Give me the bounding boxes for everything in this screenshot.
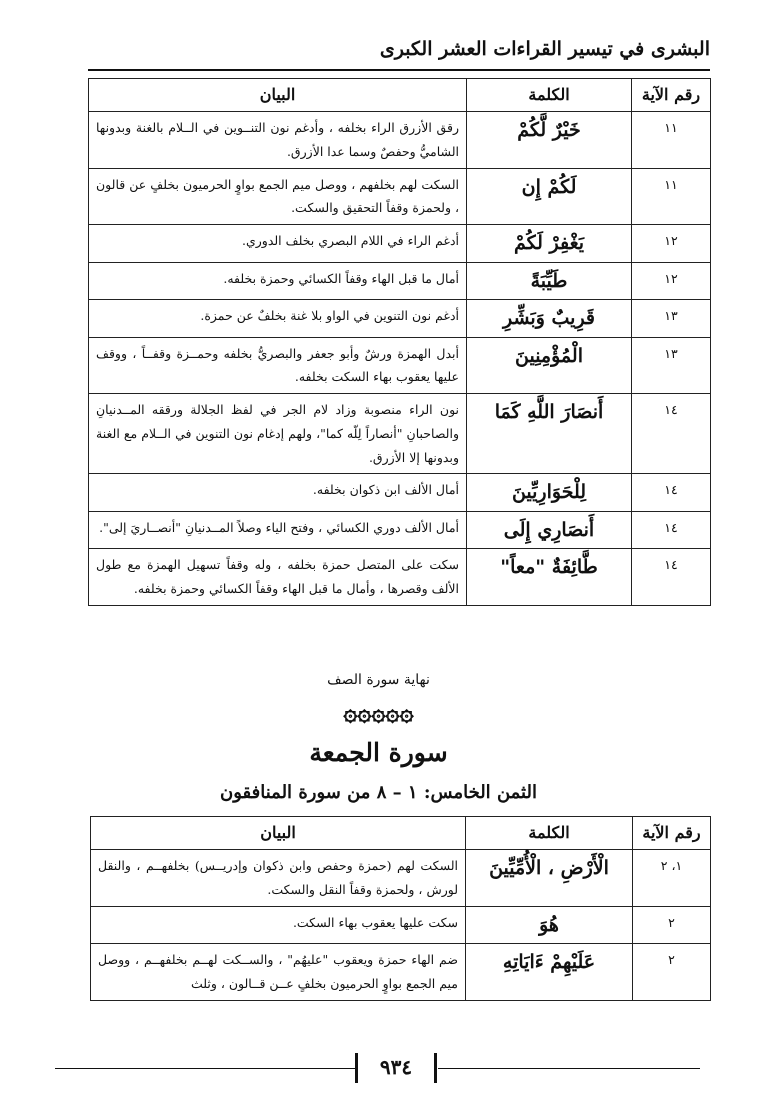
header-rule [88,69,710,71]
explanation: أدغم الراء في اللام البصري بخلف الدوري. [89,225,467,263]
explanation: نون الراء منصوبة وزاد لام الجر في لفظ الجلالة ورققه المــدنيانِ والصاحبانِ "أنصاراً لِلّه كما"، ولهم إدغام نون التنوين في الــلام مع الغنة وبدونها إلا الأزرق. [89,394,467,474]
surah-end-note: نهاية سورة الصف [327,672,430,688]
explanation: أمال الألف دوري الكسائي ، وفتح الياء وصلاً المــدنيانِ "أنصــاريَ إلى". [89,511,467,549]
page-number: ٩٣٤ [379,1055,413,1079]
table-row [89,511,711,549]
col-verse-number: رقم الآية [633,817,711,850]
footer-bar-right [434,1053,437,1083]
explanation: السكت لهم (حمزة وحفص وابن ذكوان وإدريــس) بخلفهــم ، والنقل لورش ، ولحمزة وقفاً النقل والسكت. [91,850,466,907]
col-word: الكلمة [466,817,633,850]
verse-number: ١١ [632,168,711,225]
verse-number: ١٤ [632,549,711,606]
verse-number: ٢ [633,906,711,944]
table-row [89,225,711,263]
quran-word: طَّائِفَةٌ "معاً" [467,549,632,606]
verse-number: ١٤ [632,511,711,549]
quran-word: أَنصَارِي إِلَى [467,511,632,549]
col-explanation: البيان [89,79,467,112]
table-row [91,850,711,907]
verse-number: ١٤ [632,394,711,474]
table-row [89,337,711,394]
verse-number: ١٤ [632,474,711,512]
table-row [91,944,711,1001]
running-header: البشرى في تيسير القراءات العشر الكبرى [379,38,710,60]
table-row [89,262,711,300]
explanation: رقق الأزرق الراء بخلفه ، وأدغم نون التنــوين في الــلام بالغنة وبدونها الشاميُّ وحفصٌ وسما عدا الأزرق. [89,112,467,169]
table-row [89,112,711,169]
section-title: الثمن الخامس: ١ – ٨ من سورة المنافقون [220,782,537,803]
verse-number: ١١ [632,112,711,169]
col-explanation: البيان [91,817,466,850]
explanation: أبدل الهمزة ورشٌ وأبو جعفر والبصريُّ بخلفه وحمــزة وقفــاً ، ووقف عليها يعقوب بهاء السكت بخلفه. [89,337,467,394]
explanation: سكت على المتصل حمزة بخلفه ، وله وقفاً تسهيل الهمزة مع طول الألف وقصرها ، وأمال ما قبل الهاء وقفاً الكسائي وحمزة بخلفه. [89,549,467,606]
col-verse-number: رقم الآية [632,79,711,112]
table-row [89,474,711,512]
col-word: الكلمة [467,79,632,112]
quran-word: لِلْحَوَارِيِّينَ [467,474,632,512]
table-header-row [89,79,711,112]
quran-word: لَكُمْ إِن [467,168,632,225]
table-row [89,549,711,606]
quran-word: عَلَيْهِمْ ءَايَاتِهِ [466,944,633,1001]
table-row [89,168,711,225]
verse-number: ١٢ [632,262,711,300]
table-row [91,906,711,944]
verse-number: ١٢ [632,225,711,263]
explanation: أدغم نون التنوين في الواو بلا غنة بخلفٌ عن حمزة. [89,300,467,338]
readings-table-2 [90,816,711,1001]
quran-word: يَغْفِرْ لَكُمْ [467,225,632,263]
table-row [89,300,711,338]
surah-title: سورة الجمعة [309,738,448,767]
explanation: السكت لهم بخلفهم ، ووصل ميم الجمع بواوٍ الحرميون بخلفٍ عن قالون ، ولحمزة وقفاً التحقيق والسكت. [89,168,467,225]
verse-number: ٢ [633,944,711,1001]
table-row [89,394,711,474]
quran-word: قَرِيبٌ وَبَشِّرِ [467,300,632,338]
explanation: أمال الألف ابن ذكوان بخلفه. [89,474,467,512]
verse-number: ١٣ [632,300,711,338]
quran-word: طَيِّبَةً [467,262,632,300]
quran-word: خَيْرٌ لَّكُمْ [467,112,632,169]
quran-word: أَنصَارَ اللَّهِ كَمَا [467,394,632,474]
table-header-row [91,817,711,850]
verse-number: ١٣ [632,337,711,394]
quran-word: الْأَرْضِ ، الْأُمِّيِّينَ [466,850,633,907]
footer-rule-left [55,1068,355,1069]
explanation: سكت عليها يعقوب بهاء السكت. [91,906,466,944]
quran-word: هُوَ [466,906,633,944]
ornament-divider: ۞۞۞۞۞ [343,697,414,726]
explanation: ضم الهاء حمزة ويعقوب "عليهُم" ، والســكت لهــم بخلفهــم ، ووصل ميم الجمع بواوٍ الحرميون بخلفٍ عــن قــالون ، وثلث [91,944,466,1001]
explanation: أمال ما قبل الهاء وقفاً الكسائي وحمزة بخلفه. [89,262,467,300]
quran-word: الْمُؤْمِنِينَ [467,337,632,394]
footer-rule-right [438,1068,700,1069]
verse-number: ١، ٢ [633,850,711,907]
readings-table-1 [88,78,711,606]
